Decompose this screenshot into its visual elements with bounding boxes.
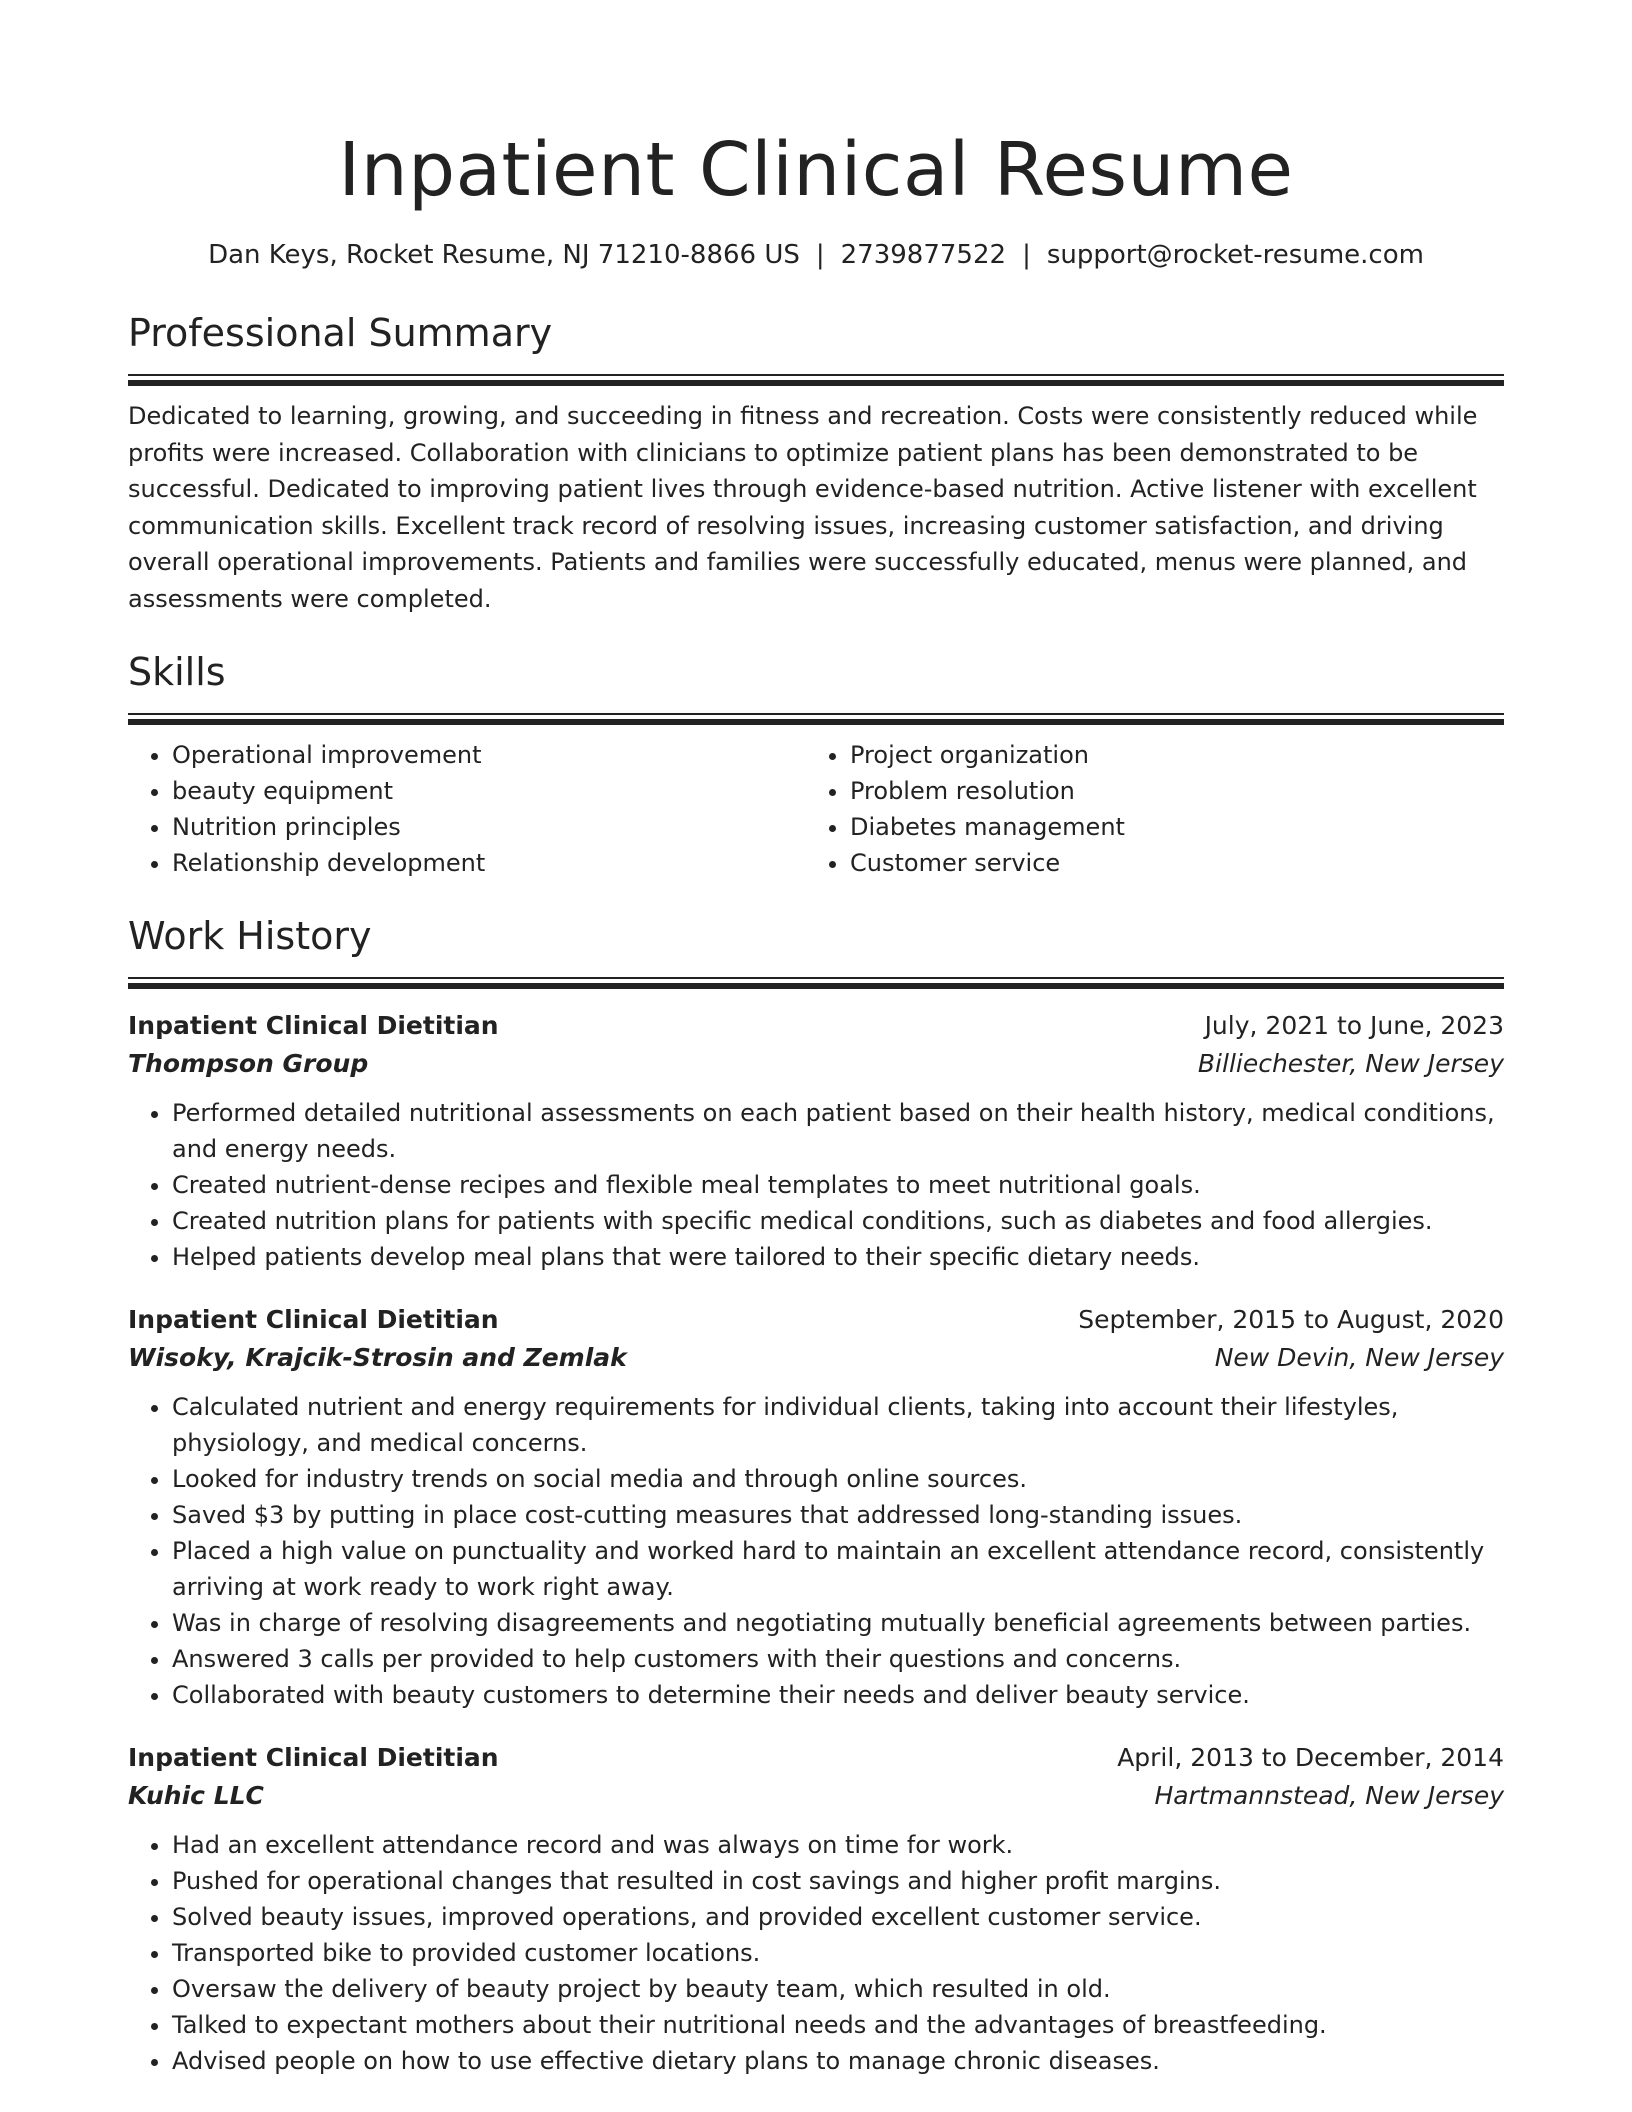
skill-item: • Diabetes management <box>850 809 1484 845</box>
job-location: Billiechester, New Jersey <box>1197 1049 1504 1078</box>
job-title: Inpatient Clinical Dietitian <box>128 1743 499 1772</box>
skill-item: • Project organization <box>850 737 1484 773</box>
section-divider <box>128 977 1504 989</box>
job-location: Hartmannstead, New Jersey <box>1154 1781 1504 1810</box>
job-bullet: • Had an excellent attendance record and was always on time for work. <box>172 1827 1504 1863</box>
job-bullet: • Saved $3 by putting in place cost-cutting measures that addressed long-standing issues. <box>172 1497 1504 1533</box>
job-bullets <box>128 1095 1504 1275</box>
job-entry <box>128 1739 1504 2079</box>
job-bullet: • Advised people on how to use effective dietary plans to manage chronic diseases. <box>172 2043 1504 2079</box>
job-bullet: • Answered 3 calls per provided to help customers with their questions and concerns. <box>172 1641 1504 1677</box>
resume-title: Inpatient Clinical Resume <box>338 127 1294 213</box>
job-bullet: • Solved beauty issues, improved operations, and provided excellent customer service. <box>172 1899 1504 1935</box>
job-bullets <box>128 1389 1504 1713</box>
job-entry <box>128 1301 1504 1713</box>
skill-item: • beauty equipment <box>172 773 806 809</box>
job-company-row <box>128 1777 1504 1815</box>
contact-address: Dan Keys, Rocket Resume, NJ 71210-8866 US <box>208 240 800 270</box>
section-divider <box>128 374 1504 386</box>
skill-item: • Customer service <box>850 845 1484 881</box>
job-bullet: • Pushed for operational changes that resulted in cost savings and higher profit margins. <box>172 1863 1504 1899</box>
job-dates: April, 2013 to December, 2014 <box>1117 1743 1504 1772</box>
summary-heading: Professional Summary <box>128 311 553 355</box>
job-header-row <box>128 1301 1504 1339</box>
job-bullet: • Talked to expectant mothers about their nutritional needs and the advantages of breastfeeding. <box>172 2007 1504 2043</box>
job-header-row <box>128 1739 1504 1777</box>
work-history-section <box>128 911 1504 2079</box>
job-bullet: • Transported bike to provided customer locations. <box>172 1935 1504 1971</box>
contact-line <box>128 238 1504 272</box>
contact-separator: | <box>1022 240 1031 270</box>
skill-item: • Nutrition principles <box>172 809 806 845</box>
job-bullets <box>128 1827 1504 2079</box>
job-bullet: • Created nutrient-dense recipes and flexible meal templates to meet nutritional goals. <box>172 1167 1504 1203</box>
job-dates: September, 2015 to August, 2020 <box>1078 1305 1504 1334</box>
contact-separator: | <box>815 240 825 270</box>
work-history-heading: Work History <box>128 914 372 958</box>
job-bullet: • Performed detailed nutritional assessments on each patient based on their health history, medical conditions, and energy needs. <box>172 1095 1504 1167</box>
job-header-row <box>128 1007 1504 1045</box>
skills-section <box>128 647 1504 881</box>
skill-item: • Operational improvement <box>172 737 806 773</box>
summary-section <box>128 308 1504 617</box>
job-title: Inpatient Clinical Dietitian <box>128 1011 499 1040</box>
skill-item: • Problem resolution <box>850 773 1484 809</box>
resume-page <box>128 0 1504 2079</box>
job-company: Thompson Group <box>128 1049 369 1078</box>
job-bullet: • Collaborated with beauty customers to determine their needs and deliver beauty service. <box>172 1677 1504 1713</box>
skills-columns <box>128 737 1504 881</box>
job-company: Wisoky, Krajcik-Strosin and Zemlak <box>128 1343 627 1372</box>
job-entry <box>128 1007 1504 1275</box>
contact-email: support@rocket-resume.com <box>1046 240 1424 270</box>
summary-text: Dedicated to learning, growing, and succeeding in fitness and recreation. Costs were consistently reduced while profits were increased. Collaboration with clinicians to optimize patient plans has been demonstrated to be successful. Dedicated to improving patient lives through evidence-based nutrition. Active listener with excellent communication skills. Excellent track record of resolving issues, increasing customer satisfaction, and driving overall operational improvements. Patients and families were successfully educated, menus were planned, and assessments were completed. <box>128 402 1478 613</box>
job-bullet: • Calculated nutrient and energy requirements for individual clients, taking into account their lifestyles, physiology, and medical concerns. <box>172 1389 1504 1461</box>
skills-heading: Skills <box>128 650 226 694</box>
skills-list-left <box>128 737 806 881</box>
job-bullet: • Oversaw the delivery of beauty project by beauty team, which resulted in old. <box>172 1971 1504 2007</box>
section-divider <box>128 713 1504 725</box>
job-title: Inpatient Clinical Dietitian <box>128 1305 499 1334</box>
job-company-row <box>128 1045 1504 1083</box>
skill-item: • Relationship development <box>172 845 806 881</box>
job-bullet: • Helped patients develop meal plans that were tailored to their specific dietary needs. <box>172 1239 1504 1275</box>
job-company: Kuhic LLC <box>128 1781 264 1810</box>
job-bullet: • Was in charge of resolving disagreements and negotiating mutually beneficial agreements between parties. <box>172 1605 1504 1641</box>
contact-phone: 2739877522 <box>840 240 1007 270</box>
job-bullet: • Looked for industry trends on social media and through online sources. <box>172 1461 1504 1497</box>
skills-list-right <box>806 737 1484 881</box>
job-company-row <box>128 1339 1504 1377</box>
job-dates: July, 2021 to June, 2023 <box>1204 1011 1504 1040</box>
job-bullet: • Created nutrition plans for patients with specific medical conditions, such as diabetes and food allergies. <box>172 1203 1504 1239</box>
job-location: New Devin, New Jersey <box>1214 1343 1504 1372</box>
job-bullet: • Placed a high value on punctuality and worked hard to maintain an excellent attendance record, consistently arriving at work ready to work right away. <box>172 1533 1504 1605</box>
